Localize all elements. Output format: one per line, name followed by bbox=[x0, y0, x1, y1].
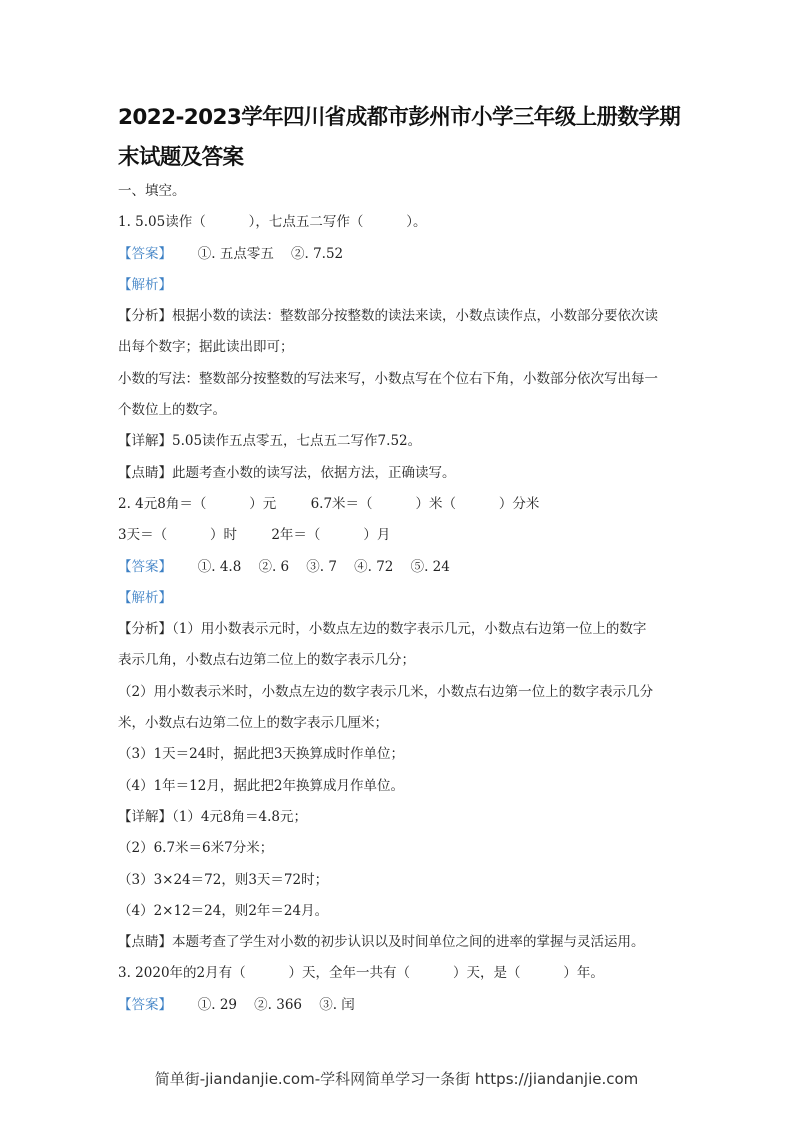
line-text: （2）用小数表示米时，小数点左边的数字表示几米，小数点右边第一位上的数字表示几分 bbox=[118, 683, 654, 700]
text-line bbox=[118, 583, 718, 614]
line-text: 【详解】（1）4元8角＝4.8元； bbox=[118, 808, 307, 825]
line-text: 一、填空。 bbox=[118, 183, 186, 199]
line-text: 【详解】5.05读作五点零五，七点五二写作7.52。 bbox=[118, 433, 422, 450]
line-text: 【分析】（1）用小数表示元时，小数点左边的数字表示几元，小数点右边第一位上的数字 bbox=[118, 621, 647, 638]
footer-watermark: 简单街-jiandanjie.com-学科网简单学习一条街 https://jiandanjie.com bbox=[154, 1070, 639, 1088]
text-line bbox=[118, 520, 718, 551]
line-text: （2）6.7米＝6米7分米； bbox=[118, 840, 274, 857]
line-text: 1. 5.05读作（ ），七点五二写作（ ）。 bbox=[118, 214, 427, 231]
text-line bbox=[118, 239, 718, 270]
text-line bbox=[118, 426, 718, 457]
line-text: （4）1年＝12月，据此把2年换算成月作单位。 bbox=[118, 777, 404, 794]
text-line bbox=[118, 645, 718, 676]
text-line bbox=[118, 489, 718, 520]
text-line bbox=[118, 364, 718, 395]
text-line bbox=[118, 332, 718, 363]
text-line bbox=[118, 927, 718, 958]
text-line bbox=[118, 458, 718, 489]
document-title bbox=[118, 98, 680, 178]
line-text: 3天＝（ ）时 2年＝（ ）月 bbox=[118, 527, 391, 544]
line-text: ①. 4.8 ②. 6 ③. 7 ④. 72 ⑤. 24 bbox=[172, 558, 450, 575]
title-line: 末试题及答案 bbox=[118, 145, 244, 170]
line-text: ①. 29 ②. 366 ③. 闰 bbox=[172, 996, 355, 1013]
line-text: （4）2×12＝24，则2年＝24月。 bbox=[118, 902, 329, 919]
line-text: （3）1天＝24时，据此把3天换算成时作单位； bbox=[118, 746, 404, 763]
text-line bbox=[118, 771, 718, 802]
line-text: 表示几角，小数点右边第二位上的数字表示几分； bbox=[118, 652, 415, 669]
line-text: 小数的写法：整数部分按整数的写法来写，小数点写在个位右下角，小数部分依次写出每一 bbox=[118, 370, 658, 387]
section-tag: 【解析】 bbox=[118, 276, 172, 293]
line-text: ①. 五点零五 ②. 7.52 bbox=[172, 245, 344, 262]
text-line bbox=[118, 301, 718, 332]
line-text: 【分析】根据小数的读法：整数部分按整数的读法来读，小数点读作点，小数部分要依次读 bbox=[118, 308, 658, 325]
section-tag: 【答案】 bbox=[118, 245, 172, 262]
text-line bbox=[118, 614, 718, 645]
line-text: 个数位上的数字。 bbox=[118, 402, 226, 419]
title-line: 2022-2023学年四川省成都市彭州市小学三年级上册数学期 bbox=[118, 105, 681, 130]
document-body bbox=[118, 176, 718, 1021]
section-tag: 【答案】 bbox=[118, 558, 172, 575]
line-text: 米，小数点右边第二位上的数字表示几厘米； bbox=[118, 715, 388, 732]
section-tag: 【解析】 bbox=[118, 589, 172, 606]
text-line bbox=[118, 677, 718, 708]
line-text: 出每个数字；据此读出即可； bbox=[118, 339, 294, 356]
text-line bbox=[118, 833, 718, 864]
text-line bbox=[118, 552, 718, 583]
text-line bbox=[118, 896, 718, 927]
text-line bbox=[118, 176, 718, 207]
text-line bbox=[118, 990, 718, 1021]
line-text: （3）3×24＝72，则3天＝72时； bbox=[118, 871, 329, 888]
text-line bbox=[118, 395, 718, 426]
section-tag: 【答案】 bbox=[118, 996, 172, 1013]
line-text: 3. 2020年的2月有（ ）天，全年一共有（ ）天，是（ ）年。 bbox=[118, 965, 604, 982]
line-text: 2. 4元8角＝（ ）元 6.7米＝（ ）米（ ）分米 bbox=[118, 495, 540, 512]
text-line bbox=[118, 207, 718, 238]
text-line bbox=[118, 270, 718, 301]
text-line bbox=[118, 739, 718, 770]
line-text: 【点睛】本题考查了学生对小数的初步认识以及时间单位之间的进率的掌握与灵活运用。 bbox=[118, 934, 645, 951]
text-line bbox=[118, 865, 718, 896]
text-line bbox=[118, 802, 718, 833]
text-line bbox=[118, 708, 718, 739]
line-text: 【点睛】此题考查小数的读写法，依据方法，正确读写。 bbox=[118, 464, 456, 481]
text-line bbox=[118, 958, 718, 989]
